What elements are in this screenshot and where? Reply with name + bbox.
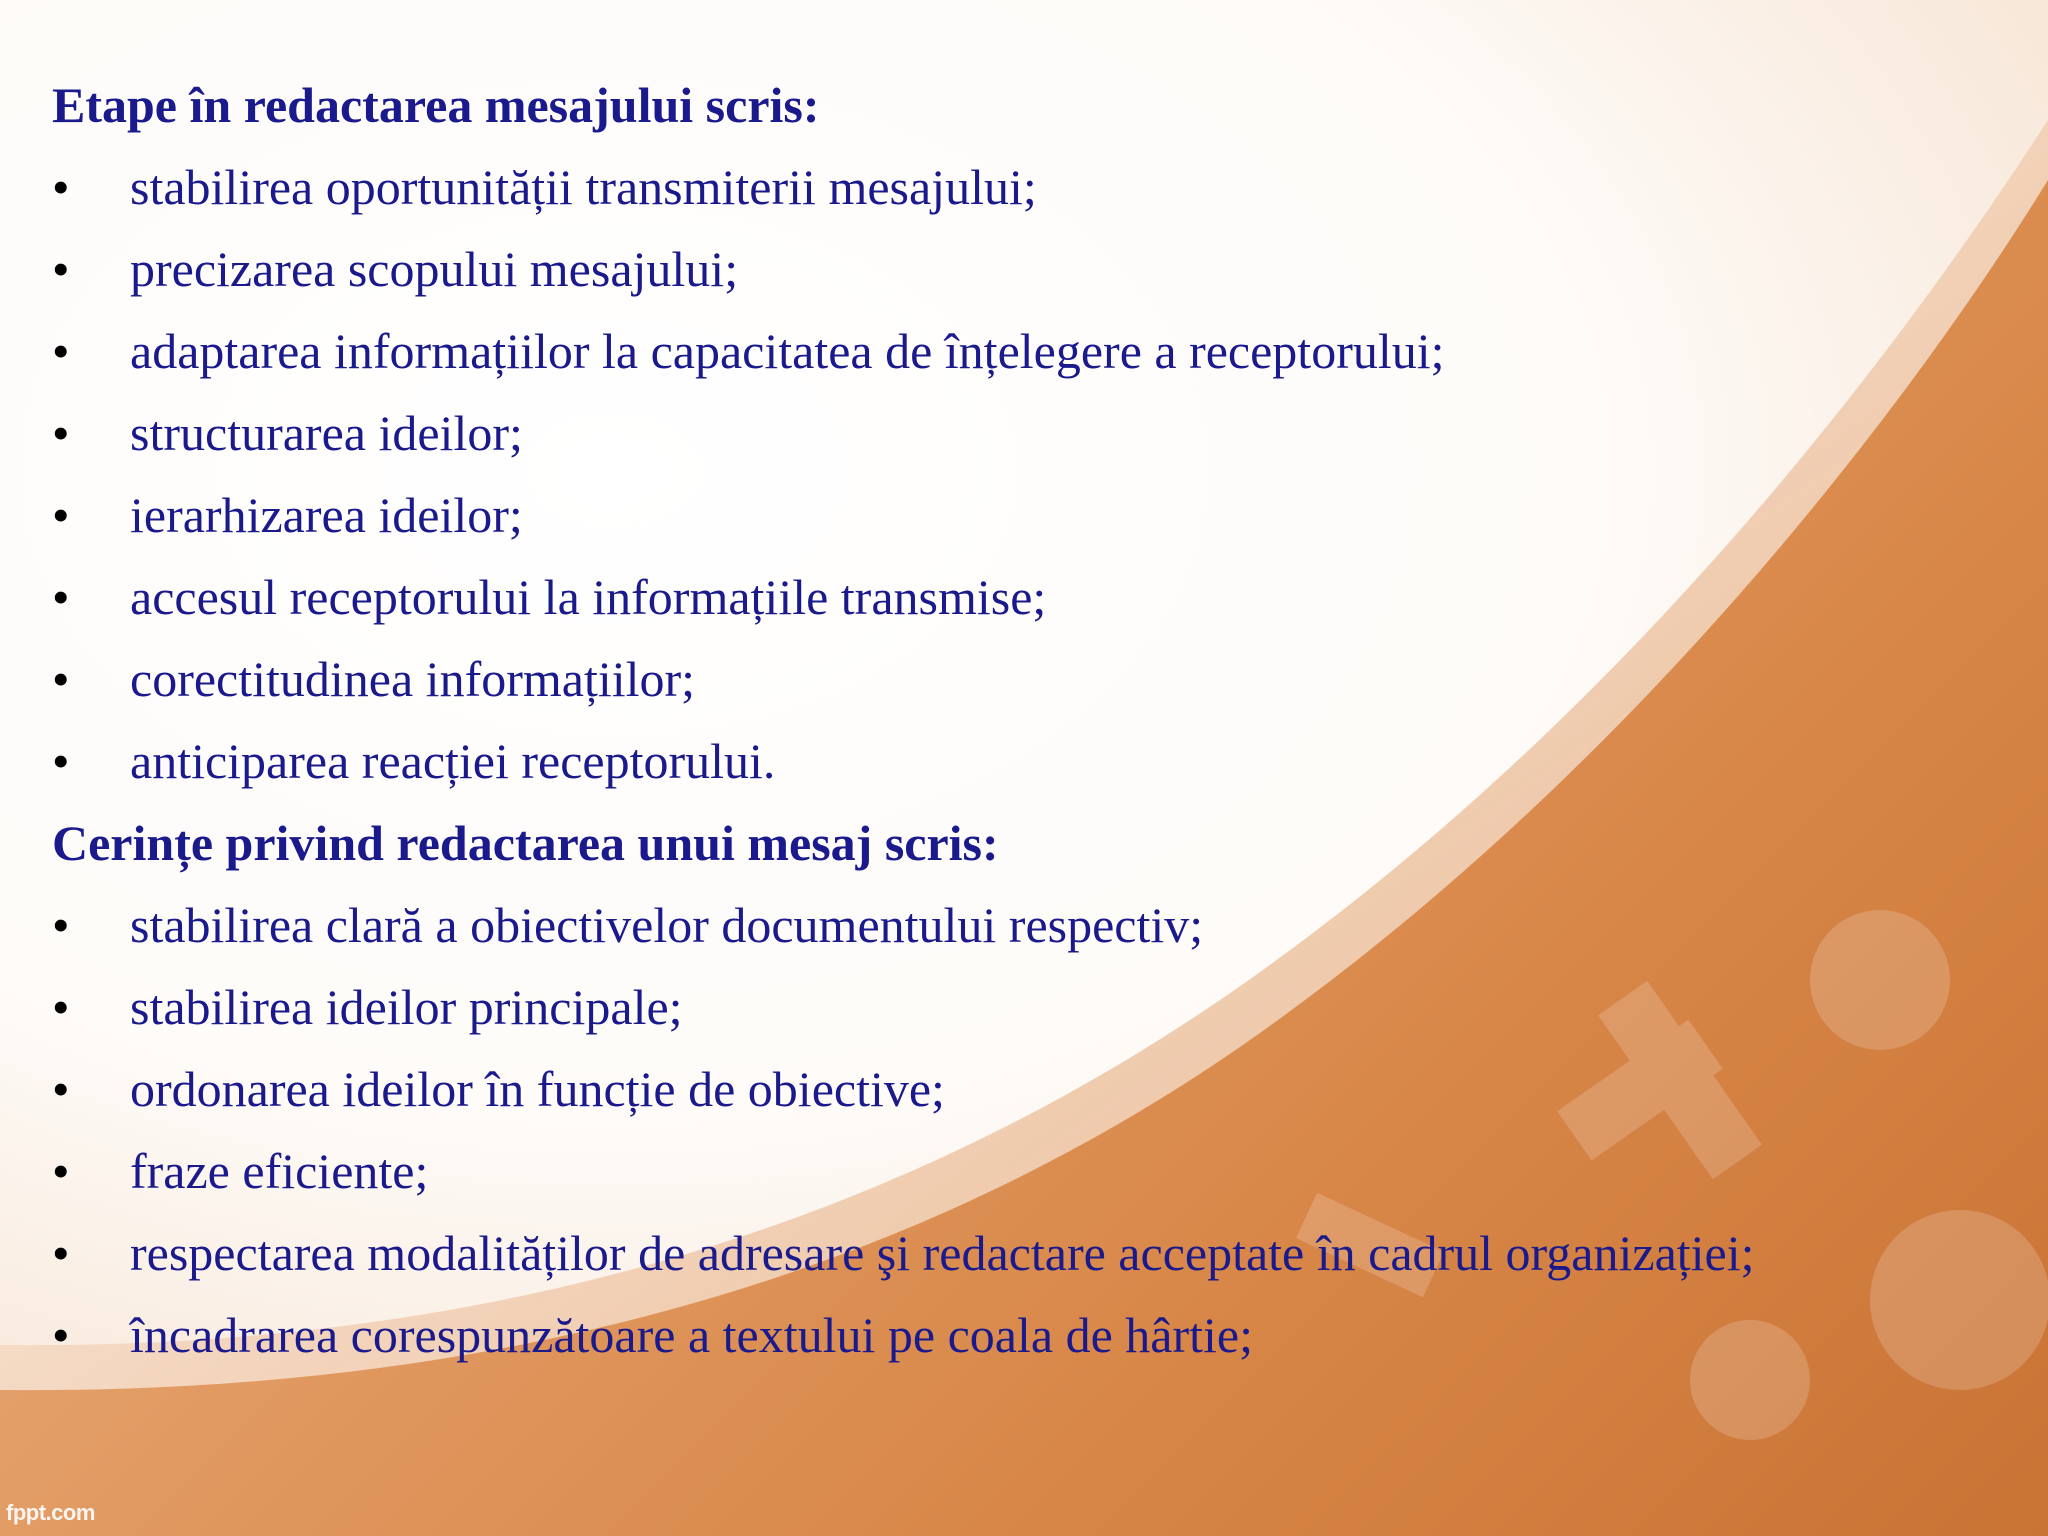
list-item (52, 1130, 2012, 1212)
list-item-text: stabilirea oportunității transmiterii mesajului; (130, 159, 1037, 215)
etape-list (52, 146, 2012, 802)
list-item-text: respectarea modalităților de adresare şi redactare acceptate în cadrul organizației; (130, 1225, 1755, 1281)
list-item-text: structurarea ideilor; (130, 405, 523, 461)
list-item-text: ierarhizarea ideilor; (130, 487, 523, 543)
bullet-icon: • (52, 1061, 70, 1117)
list-item (52, 966, 2012, 1048)
list-item-text: corectitudinea informațiilor; (130, 651, 696, 707)
list-item (52, 392, 2012, 474)
list-item (52, 310, 2012, 392)
section-heading-etape: Etape în redactarea mesajului scris: (52, 77, 820, 133)
bullet-icon: • (52, 733, 70, 789)
list-item (52, 720, 2012, 802)
list-item-text: accesul receptorului la informațiile transmise; (130, 569, 1047, 625)
bullet-icon: • (52, 241, 70, 297)
bullet-icon: • (52, 323, 70, 379)
list-item (52, 638, 2012, 720)
slide-content (52, 64, 2012, 1376)
list-item (52, 884, 2012, 966)
bullet-icon: • (52, 651, 70, 707)
list-item-text: adaptarea informațiilor la capacitatea de înțelegere a receptorului; (130, 323, 1445, 379)
section-heading-cerinte: Cerințe privind redactarea unui mesaj scris: (52, 815, 999, 871)
bullet-icon: • (52, 1225, 70, 1281)
list-item-text: fraze eficiente; (130, 1143, 429, 1199)
list-item (52, 146, 2012, 228)
bullet-icon: • (52, 1143, 70, 1199)
bullet-icon: • (52, 569, 70, 625)
bullet-icon: • (52, 159, 70, 215)
list-item (52, 228, 2012, 310)
list-item-text: stabilirea ideilor principale; (130, 979, 683, 1035)
list-item-text: ordonarea ideilor în funcție de obiective; (130, 1061, 945, 1117)
list-item (52, 474, 2012, 556)
list-item (52, 556, 2012, 638)
bullet-icon: • (52, 979, 70, 1035)
list-item-text: stabilirea clară a obiectivelor documentului respectiv; (130, 897, 1204, 953)
bullet-icon: • (52, 897, 70, 953)
list-item (52, 1048, 2012, 1130)
list-item-text: anticiparea reacției receptorului. (130, 733, 776, 789)
footer-brand-logo: fppt.com (6, 1500, 95, 1525)
list-item-text: precizarea scopului mesajului; (130, 241, 739, 297)
list-item (52, 1212, 2012, 1294)
list-item (52, 1294, 2012, 1376)
cerinte-list (52, 884, 2012, 1376)
bullet-icon: • (52, 487, 70, 543)
list-item-text: încadrarea corespunzătoare a textului pe coala de hârtie; (130, 1307, 1253, 1363)
bullet-icon: • (52, 405, 70, 461)
bullet-icon: • (52, 1307, 70, 1363)
